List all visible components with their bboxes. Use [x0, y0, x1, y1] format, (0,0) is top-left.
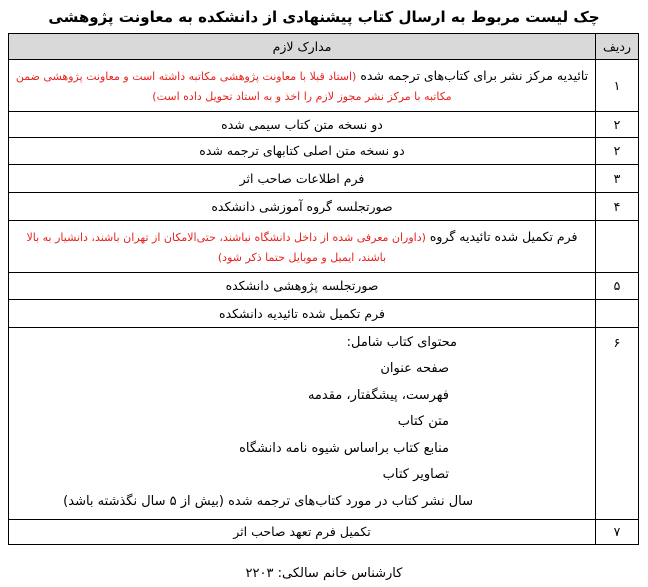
row-number: ۱: [596, 60, 639, 112]
row-number: ۳: [596, 165, 639, 193]
header-row-number: ردیف: [596, 34, 639, 60]
table-row: [9, 138, 639, 165]
footer-contact: کارشناس خانم سالکی: ۲۲۰۳: [245, 566, 403, 581]
list-item: فهرست، پیشگفتار، مقدمه: [307, 387, 449, 403]
list-item: سال نشر کتاب در مورد کتاب‌های ترجمه شده (بیش از ۵ سال نگذشته باشد): [63, 493, 473, 509]
row-number: ۲: [596, 112, 639, 138]
row-document: [9, 60, 596, 112]
row-number: ۷: [596, 520, 639, 545]
book-contents-lead: محتوای کتاب شامل:: [346, 335, 457, 350]
row-document-text: تکمیل فرم تعهد صاحب اثر: [9, 520, 596, 545]
list-item: متن کتاب: [397, 414, 449, 429]
row-document-text: دو نسخه متن اصلی کتابهای ترجمه شده: [9, 138, 596, 165]
row-document-note: (داوران معرفی شده از داخل دانشگاه نباشند، حتی‌الامکان از تهران باشند، دانشیار به بالا باشند، ایمیل و موبایل حتما ذکر شود): [26, 230, 426, 264]
row-number: [596, 221, 639, 273]
table-row: [9, 300, 639, 328]
row-number: ۴: [596, 193, 639, 221]
row-document-text: فرم تکمیل شده تائیدیه گروه: [429, 228, 578, 244]
row-document-text: فرم تکمیل شده تائیدیه دانشکده: [9, 300, 596, 328]
row-document: [9, 328, 596, 520]
row-document-text: تائیدیه مرکز نشر برای کتاب‌های ترجمه شده: [360, 67, 589, 83]
table-row: [9, 520, 639, 545]
row-number: ۵: [596, 273, 639, 300]
row-document-text: دو نسخه متن کتاب سیمی شده: [9, 112, 596, 138]
table-row: [9, 273, 639, 300]
table-header-row: [9, 34, 639, 60]
row-document: [9, 221, 596, 273]
row-document-text: فرم اطلاعات صاحب اثر: [9, 165, 596, 193]
book-contents-list: [15, 328, 589, 519]
list-item: منابع کتاب براساس شیوه نامه دانشگاه: [239, 440, 449, 456]
row-document-text: صورتجلسه پژوهشی دانشکده: [9, 273, 596, 300]
row-number: ۶: [596, 328, 639, 520]
table-row: [9, 328, 639, 520]
row-document-text: صورتجلسه گروه آموزشی دانشکده: [9, 193, 596, 221]
page-title: چک لیست مربوط به ارسال کتاب پیشنهادی از دانشکده به معاونت پژوهشی: [48, 8, 600, 26]
list-item: صفحه عنوان: [380, 361, 449, 376]
table-row: [9, 165, 639, 193]
row-number: [596, 300, 639, 328]
row-document-note: (استاد قبلا با معاونت پژوهشی مکاتبه داشته است و معاونت پژوهشی ضمن مکاتبه با مرکز نشر مجوز لازم را اخذ و به استاد تحویل داده است): [15, 69, 452, 103]
row-number: ۲: [596, 138, 639, 165]
table-row: [9, 112, 639, 138]
table-row: [9, 193, 639, 221]
list-item: تصاویر کتاب: [382, 467, 449, 482]
table-row: [9, 60, 639, 112]
checklist-table: [8, 33, 639, 545]
header-required-documents: مدارک لازم: [9, 34, 596, 60]
table-row: [9, 221, 639, 273]
